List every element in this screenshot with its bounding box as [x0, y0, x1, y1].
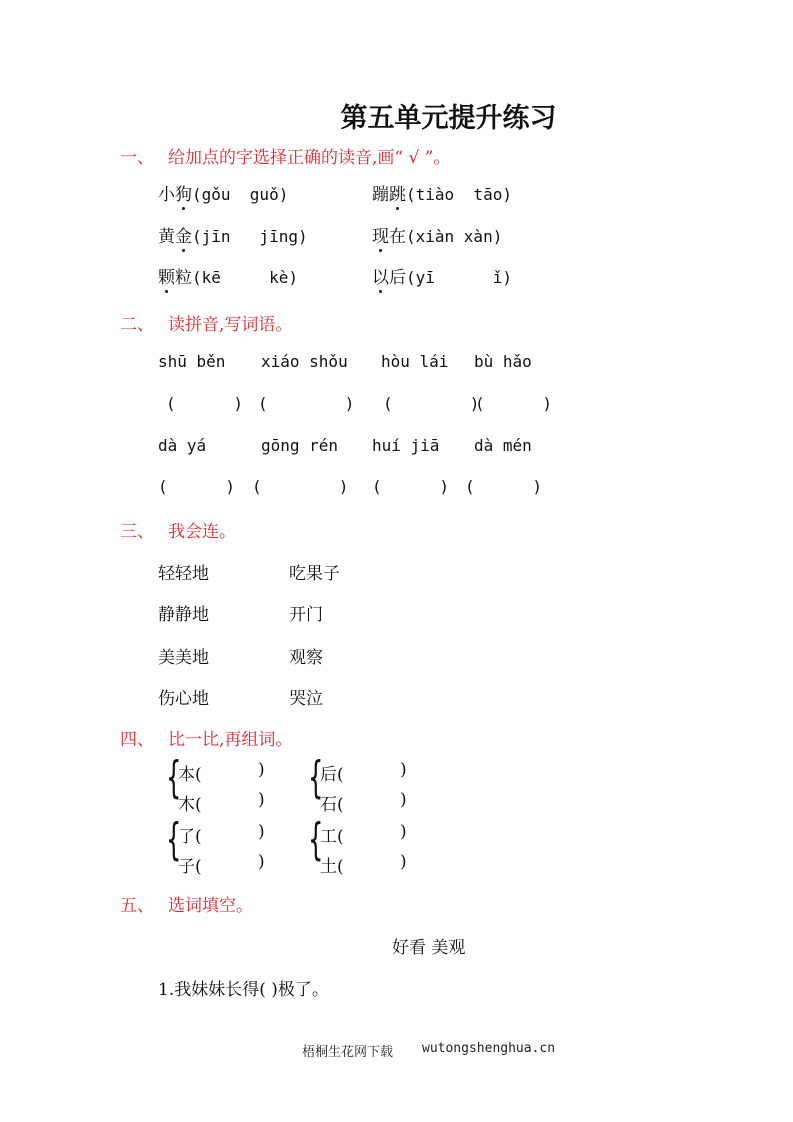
compare-char-row[interactable]: [320, 822, 407, 847]
compare-char-row[interactable]: [320, 760, 407, 785]
compare-char-row[interactable]: [320, 852, 407, 877]
dotted-char: 颗: [158, 263, 175, 288]
dotted-char: 狗: [175, 180, 192, 205]
match-right-item[interactable]: 观察: [289, 648, 323, 668]
match-left-item[interactable]: 美美地: [158, 648, 209, 668]
compare-char: 了: [178, 827, 195, 847]
pinyin-choices: (yī ǐ): [406, 268, 512, 287]
open-paren: (: [337, 795, 344, 815]
dotted-char: 以: [372, 263, 389, 288]
char: 粒: [175, 268, 192, 288]
section-number: 四、: [120, 730, 154, 750]
match-right-item[interactable]: 哭泣: [289, 689, 323, 709]
char: 小: [158, 185, 175, 205]
pinyin-word: hòu lái: [381, 352, 449, 371]
section-1-heading: [120, 143, 450, 168]
pinyin-choices: (tiào tāo): [406, 185, 512, 204]
char: 后: [389, 268, 406, 288]
open-paren: (: [195, 857, 202, 877]
match-left-item[interactable]: 伤心地: [158, 689, 209, 709]
close-paren: ): [258, 790, 265, 810]
left-brace-icon: {: [166, 752, 182, 803]
match-left-item[interactable]: 静静地: [158, 605, 209, 625]
compare-char: 子: [178, 857, 195, 877]
open-paren: (: [337, 765, 344, 785]
compare-char-row[interactable]: [320, 790, 407, 815]
dotted-char: 跳: [389, 180, 406, 205]
close-paren: ): [400, 760, 407, 780]
compare-char-row[interactable]: [178, 852, 265, 877]
open-paren: (: [337, 857, 344, 877]
pinyin-word: huí jiā: [372, 436, 440, 455]
close-paren: ): [258, 822, 265, 842]
pinyin-word: xiáo shǒu: [261, 352, 348, 371]
pinyin-word: gōng rén: [261, 436, 339, 455]
answer-blank[interactable]: ( ): [252, 477, 349, 496]
section-title: 给加点的字选择正确的读音,画“ √ ”。: [168, 148, 451, 168]
open-paren: (: [337, 827, 344, 847]
section-title: 读拼音,写词语。: [168, 315, 293, 335]
close-paren: ): [258, 852, 265, 872]
word-options: 好看 美观: [392, 938, 466, 958]
compare-char: 石: [320, 795, 337, 815]
section-title: 选词填空。: [168, 896, 253, 916]
pronunciation-item[interactable]: [372, 263, 512, 288]
compare-char-row[interactable]: [178, 760, 265, 785]
char: 在: [389, 227, 406, 247]
answer-blank[interactable]: ( ): [258, 394, 355, 413]
left-brace-icon: {: [308, 814, 324, 865]
open-paren: (: [195, 795, 202, 815]
pinyin-word: shū běn: [158, 352, 226, 371]
section-title: 我会连。: [168, 522, 236, 542]
answer-blank[interactable]: ( ): [465, 477, 543, 496]
compare-char-row[interactable]: [178, 822, 265, 847]
pinyin-word: dà mén: [474, 436, 532, 455]
answer-blank[interactable]: ( ): [475, 394, 553, 413]
compare-char: 土: [320, 857, 337, 877]
pinyin-choices: (jīn jīng): [192, 227, 308, 246]
pronunciation-item[interactable]: [372, 180, 512, 205]
pronunciation-item[interactable]: [158, 222, 308, 247]
answer-blank[interactable]: ( ): [166, 394, 244, 413]
match-right-item[interactable]: 吃果子: [289, 564, 340, 584]
compare-char: 后: [320, 765, 337, 785]
close-paren: ): [258, 760, 265, 780]
char: 黄: [158, 227, 175, 247]
footer-url[interactable]: wutongshenghua.cn: [422, 1041, 556, 1056]
section-number: 五、: [120, 896, 154, 916]
char: 蹦: [372, 185, 389, 205]
compare-char-row[interactable]: [178, 790, 265, 815]
section-number: 一、: [120, 148, 154, 168]
pinyin-choices: (xiàn xàn): [406, 227, 503, 246]
dotted-char: 金: [175, 222, 192, 247]
pinyin-word: bù hǎo: [474, 352, 532, 371]
pronunciation-item[interactable]: [158, 263, 298, 288]
close-paren: ): [400, 852, 407, 872]
answer-blank[interactable]: ( ): [372, 477, 450, 496]
section-4-heading: [120, 725, 292, 750]
close-paren: ): [400, 822, 407, 842]
close-paren: ): [400, 790, 407, 810]
answer-blank[interactable]: ( ): [383, 394, 480, 413]
pinyin-choices: (gǒu guǒ): [192, 185, 289, 204]
compare-char: 工: [320, 827, 337, 847]
fill-blank-question-1[interactable]: 1.我妹妹长得( )极了。: [158, 980, 329, 1000]
answer-blank[interactable]: ( ): [158, 477, 236, 496]
match-left-item[interactable]: 轻轻地: [158, 564, 209, 584]
page-title: 第五单元提升练习: [340, 103, 557, 134]
section-3-heading: [120, 517, 236, 542]
compare-char: 木: [178, 795, 195, 815]
pinyin-choices: (kē kè): [192, 268, 298, 287]
section-5-heading: [120, 891, 253, 916]
left-brace-icon: {: [166, 814, 182, 865]
section-2-heading: [120, 310, 292, 335]
dotted-char: 现: [372, 222, 389, 247]
section-number: 三、: [120, 522, 154, 542]
pinyin-word: dà yá: [158, 436, 207, 455]
section-title: 比一比,再组词。: [168, 730, 293, 750]
section-number: 二、: [120, 315, 154, 335]
compare-char: 本: [178, 765, 195, 785]
left-brace-icon: {: [308, 752, 324, 803]
pronunciation-item[interactable]: [158, 180, 288, 205]
pronunciation-item[interactable]: [372, 222, 502, 247]
open-paren: (: [195, 827, 202, 847]
match-right-item[interactable]: 开门: [289, 605, 323, 625]
footer-site-name: 梧桐生花网下载: [302, 1045, 394, 1060]
open-paren: (: [195, 765, 202, 785]
